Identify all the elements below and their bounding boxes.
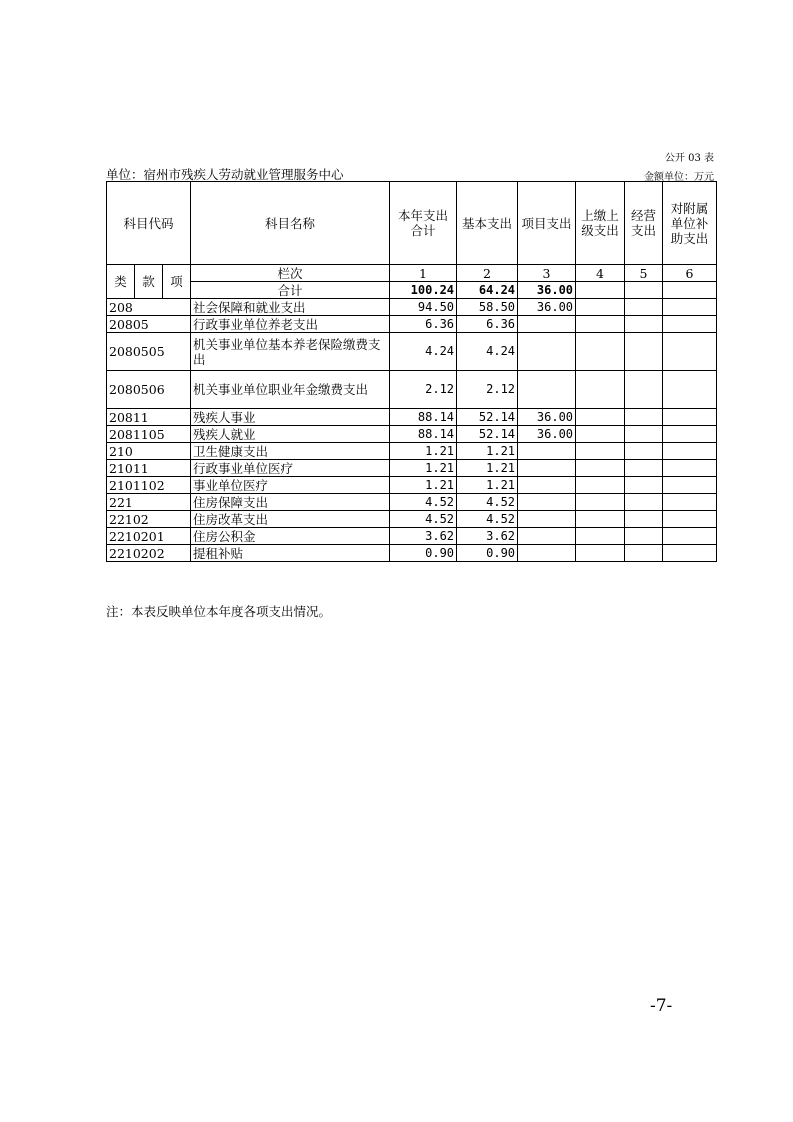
header-xiang: 项 (163, 265, 191, 299)
header-row (107, 182, 717, 265)
subject-code: 21011 (107, 460, 191, 477)
subject-name: 提租补贴 (191, 545, 390, 562)
total-basic: 64.24 (457, 282, 518, 299)
total-business (625, 282, 663, 299)
business-amount (625, 409, 663, 426)
total-amount: 88.14 (390, 409, 457, 426)
upper-amount (576, 299, 625, 316)
col-num-4: 4 (576, 265, 625, 282)
project-amount (518, 545, 576, 562)
business-amount (625, 545, 663, 562)
subject-code: 2080506 (107, 371, 191, 409)
project-amount: 36.00 (518, 426, 576, 443)
header-subsidy: 对附属单位补助支出 (663, 182, 717, 265)
total-amount: 6.36 (390, 316, 457, 333)
subject-name: 住房改革支出 (191, 511, 390, 528)
upper-amount (576, 477, 625, 494)
business-amount (625, 528, 663, 545)
table-row (107, 528, 717, 545)
subsidy-amount (663, 494, 717, 511)
col-num-5: 5 (625, 265, 663, 282)
subject-code: 2081105 (107, 426, 191, 443)
subsidy-amount (663, 299, 717, 316)
col-num-1: 1 (390, 265, 457, 282)
subsidy-amount (663, 443, 717, 460)
subsidy-amount (663, 316, 717, 333)
subsidy-amount (663, 511, 717, 528)
total-amount: 100.24 (390, 282, 457, 299)
table-row (107, 371, 717, 409)
subject-name: 机关事业单位基本养老保险缴费支出 (191, 333, 390, 371)
upper-amount (576, 409, 625, 426)
basic-amount: 4.24 (457, 333, 518, 371)
subject-code: 210 (107, 443, 191, 460)
subject-code: 20811 (107, 409, 191, 426)
col-num-6: 6 (663, 265, 717, 282)
subject-name: 行政事业单位养老支出 (191, 316, 390, 333)
column-number-row (107, 265, 717, 282)
subject-name: 住房保障支出 (191, 494, 390, 511)
upper-amount (576, 460, 625, 477)
col-num-3: 3 (518, 265, 576, 282)
subsidy-amount (663, 371, 717, 409)
upper-amount (576, 443, 625, 460)
header-project: 项目支出 (518, 182, 576, 265)
unit-label: 单位：宿州市残疾人劳动就业管理服务中心 (106, 167, 344, 182)
project-amount (518, 333, 576, 371)
subsidy-amount (663, 528, 717, 545)
basic-amount: 3.62 (457, 528, 518, 545)
col-num-2: 2 (457, 265, 518, 282)
subject-name: 卫生健康支出 (191, 443, 390, 460)
subject-name: 事业单位医疗 (191, 477, 390, 494)
upper-amount (576, 316, 625, 333)
subject-code: 221 (107, 494, 191, 511)
subject-code: 2210202 (107, 545, 191, 562)
project-amount (518, 460, 576, 477)
table-row (107, 545, 717, 562)
upper-amount (576, 511, 625, 528)
header-upper: 上缴上级支出 (576, 182, 625, 265)
header-business: 经营支出 (625, 182, 663, 265)
table-row (107, 511, 717, 528)
header-kuan: 款 (135, 265, 163, 299)
table-row (107, 316, 717, 333)
basic-amount: 2.12 (457, 371, 518, 409)
total-amount: 1.21 (390, 460, 457, 477)
amount-unit-label: 金额单位：万元 (644, 172, 714, 183)
basic-amount: 58.50 (457, 299, 518, 316)
table-row (107, 477, 717, 494)
subject-name: 社会保障和就业支出 (191, 299, 390, 316)
project-amount (518, 443, 576, 460)
expenditure-table (106, 181, 717, 562)
total-amount: 2.12 (390, 371, 457, 409)
table-row (107, 426, 717, 443)
business-amount (625, 511, 663, 528)
basic-amount: 0.90 (457, 545, 518, 562)
total-upper (576, 282, 625, 299)
subsidy-amount (663, 477, 717, 494)
subject-code: 2101102 (107, 477, 191, 494)
project-amount (518, 477, 576, 494)
basic-amount: 1.21 (457, 460, 518, 477)
subject-code: 2080505 (107, 333, 191, 371)
project-amount (518, 528, 576, 545)
header-basic: 基本支出 (457, 182, 518, 265)
header-lei: 类 (107, 265, 135, 299)
table-row (107, 409, 717, 426)
business-amount (625, 299, 663, 316)
total-label: 合计 (191, 282, 390, 299)
basic-amount: 1.21 (457, 443, 518, 460)
upper-amount (576, 528, 625, 545)
total-amount: 1.21 (390, 477, 457, 494)
basic-amount: 4.52 (457, 511, 518, 528)
subject-code: 2210201 (107, 528, 191, 545)
basic-amount: 52.14 (457, 426, 518, 443)
upper-amount (576, 494, 625, 511)
subsidy-amount (663, 333, 717, 371)
header-total: 本年支出合计 (390, 182, 457, 265)
header-name: 科目名称 (191, 182, 390, 265)
business-amount (625, 460, 663, 477)
business-amount (625, 443, 663, 460)
total-amount: 0.90 (390, 545, 457, 562)
basic-amount: 1.21 (457, 477, 518, 494)
subject-name: 残疾人事业 (191, 409, 390, 426)
total-amount: 4.24 (390, 333, 457, 371)
business-amount (625, 494, 663, 511)
basic-amount: 52.14 (457, 409, 518, 426)
subject-code: 20805 (107, 316, 191, 333)
subject-name: 住房公积金 (191, 528, 390, 545)
project-amount: 36.00 (518, 299, 576, 316)
total-row (107, 282, 717, 299)
table-row (107, 460, 717, 477)
table-row (107, 443, 717, 460)
project-amount (518, 371, 576, 409)
subject-name: 残疾人就业 (191, 426, 390, 443)
header-lanci: 栏次 (191, 265, 390, 282)
total-subsidy (663, 282, 717, 299)
subsidy-amount (663, 409, 717, 426)
subject-name: 机关事业单位职业年金缴费支出 (191, 371, 390, 409)
basic-amount: 6.36 (457, 316, 518, 333)
total-project: 36.00 (518, 282, 576, 299)
business-amount (625, 371, 663, 409)
project-amount (518, 316, 576, 333)
table-row (107, 494, 717, 511)
business-amount (625, 316, 663, 333)
subject-code: 22102 (107, 511, 191, 528)
subject-name: 行政事业单位医疗 (191, 460, 390, 477)
upper-amount (576, 371, 625, 409)
business-amount (625, 426, 663, 443)
subsidy-amount (663, 545, 717, 562)
total-amount: 1.21 (390, 443, 457, 460)
subject-code: 208 (107, 299, 191, 316)
total-amount: 88.14 (390, 426, 457, 443)
upper-amount (576, 545, 625, 562)
subsidy-amount (663, 460, 717, 477)
form-number: 公开 03 表 (664, 153, 714, 164)
business-amount (625, 477, 663, 494)
basic-amount: 4.52 (457, 494, 518, 511)
upper-amount (576, 426, 625, 443)
business-amount (625, 333, 663, 371)
subsidy-amount (663, 426, 717, 443)
header-code: 科目代码 (107, 182, 191, 265)
table-row (107, 333, 717, 371)
upper-amount (576, 333, 625, 371)
table-row (107, 299, 717, 316)
project-amount: 36.00 (518, 409, 576, 426)
total-amount: 4.52 (390, 494, 457, 511)
project-amount (518, 511, 576, 528)
page-number: -7- (650, 996, 673, 1016)
project-amount (518, 494, 576, 511)
total-amount: 94.50 (390, 299, 457, 316)
table-note: 注：本表反映单位本年度各项支出情况。 (106, 604, 332, 619)
total-amount: 3.62 (390, 528, 457, 545)
total-amount: 4.52 (390, 511, 457, 528)
